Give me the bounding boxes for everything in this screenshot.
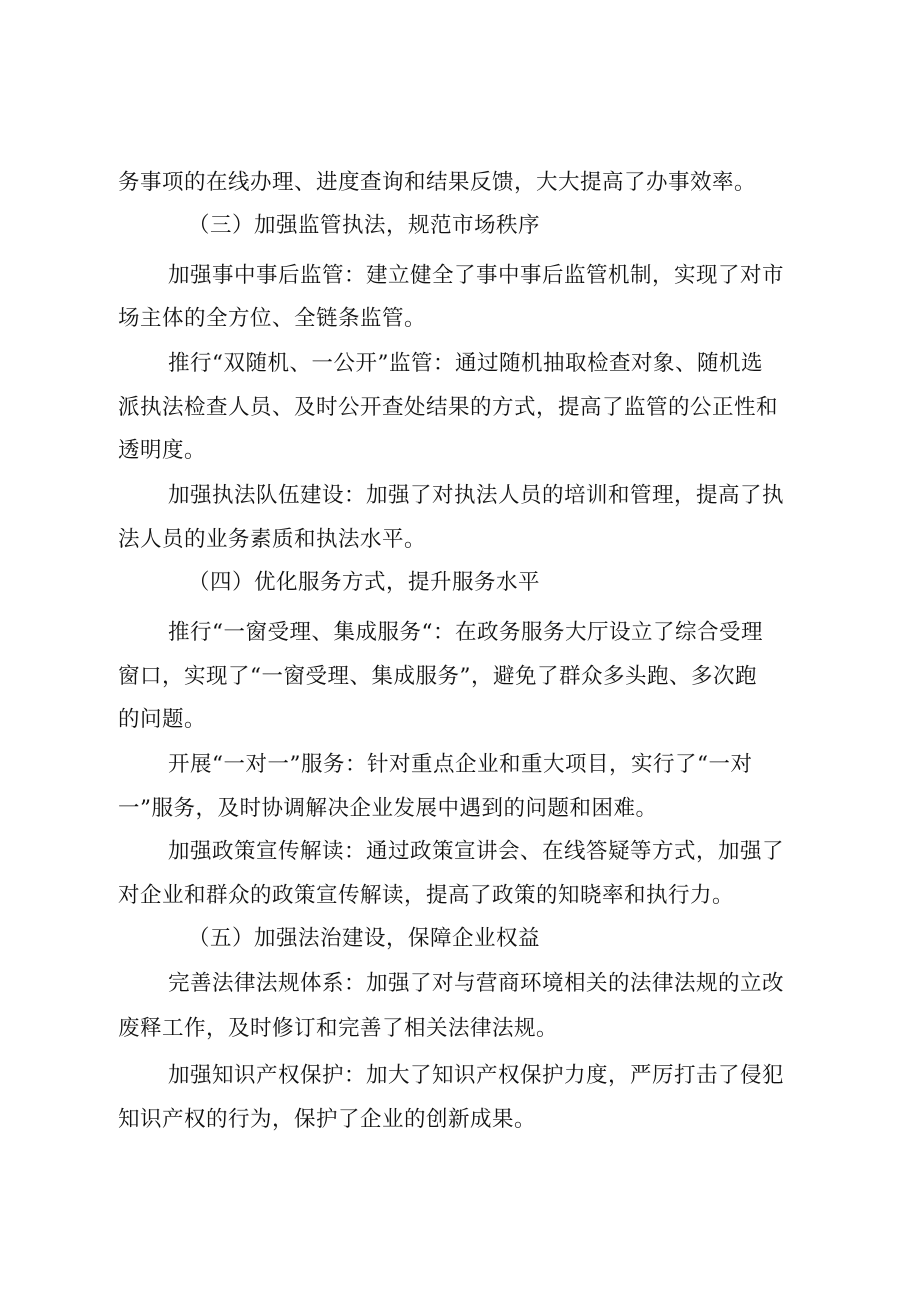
paragraph-line: 知识产权的行为，保护了企业的创新成果。 [118, 1107, 537, 1132]
section-heading: （三）加强监管执法，规范市场秩序 [188, 213, 541, 238]
paragraph-line: 的问题。 [118, 707, 207, 732]
paragraph-line: 场主体的全方位、全链条监管。 [118, 306, 427, 331]
paragraph-line: 加强政策宣传解读：通过政策宣讲会、在线答疑等方式，加强了 [168, 839, 785, 864]
paragraph-line: 务事项的在线办理、进度查询和结果反馈，大大提高了办事效率。 [118, 170, 757, 195]
paragraph-line: 推行“一窗受理、集成服务“：在政务服务大厅设立了综合受理 [168, 620, 763, 645]
paragraph-line: 一”服务，及时协调解决企业发展中遇到的问题和困难。 [118, 796, 658, 821]
paragraph-line: 法人员的业务素质和执法水平。 [118, 527, 427, 552]
paragraph-line: 加强事中事后监管：建立健全了事中事后监管机制，实现了对市 [168, 263, 785, 288]
section-heading: （四）优化服务方式，提升服务水平 [188, 570, 541, 595]
paragraph-line: 透明度。 [118, 438, 207, 463]
paragraph-line: 加强执法队伍建设：加强了对执法人员的培训和管理，提高了执 [168, 483, 785, 508]
paragraph-line: 加强知识产权保护：加大了知识产权保护力度，严厉打击了侵犯 [168, 1063, 785, 1088]
paragraph-line: 推行“双随机、一公开”监管：通过随机抽取检查对象、随机选 [168, 351, 763, 376]
paragraph-line: 对企业和群众的政策宣传解读，提高了政策的知晓率和执行力。 [118, 883, 735, 908]
paragraph-line: 窗口，实现了“一窗受理、集成服务”，避免了群众多头跑、多次跑 [118, 664, 757, 689]
paragraph-line: 完善法律法规体系：加强了对与营商环境相关的法律法规的立改 [168, 971, 785, 996]
paragraph-line: 开展“一对一”服务：针对重点企业和重大项目，实行了“一对 [168, 752, 753, 777]
paragraph-line: 派执法检查人员、及时公开查处结果的方式，提高了监管的公正性和 [118, 395, 779, 420]
section-heading: （五）加强法治建设，保障企业权益 [188, 926, 541, 951]
paragraph-line: 废释工作，及时修订和完善了相关法律法规。 [118, 1016, 559, 1041]
